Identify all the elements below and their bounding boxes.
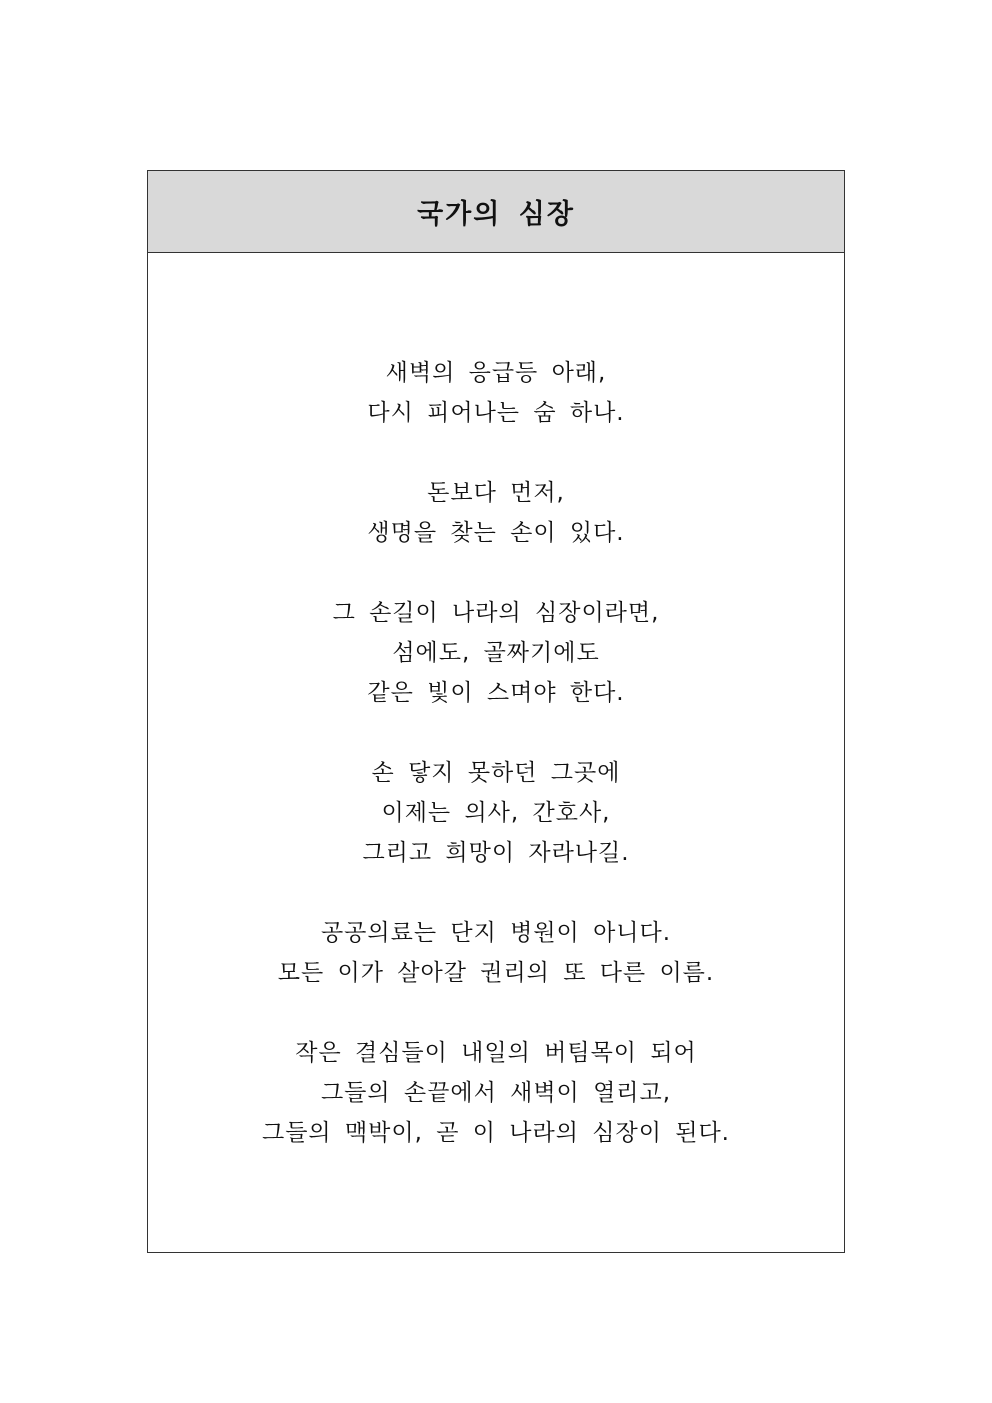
stanza [148, 593, 844, 713]
poem-line: 새벽의 응급등 아래, [385, 360, 607, 386]
poem-line: 이제는 의사, 간호사, [381, 800, 611, 826]
poem-line: 그 손길이 나라의 심장이라면, [332, 600, 660, 626]
poem-line: 작은 결심들이 내일의 버팀목이 되어 [295, 1040, 697, 1066]
stanza [148, 353, 844, 433]
poem-line: 그들의 손끝에서 새벽이 열리고, [320, 1080, 672, 1106]
poem-line: 섬에도, 골짜기에도 [392, 640, 600, 666]
poem-line: 그들의 맥박이, 곧 이 나라의 심장이 된다. [262, 1120, 730, 1146]
poem-line: 모든 이가 살아갈 권리의 또 다른 이름. [277, 960, 715, 986]
poem-line: 공공의료는 단지 병원이 아니다. [320, 920, 672, 946]
poem-line: 돈보다 먼저, [427, 480, 565, 506]
stanza [148, 753, 844, 873]
stanza [148, 473, 844, 553]
title-bar [148, 171, 844, 253]
poem-line: 생명을 찾는 손이 있다. [367, 520, 625, 546]
poem-frame [147, 170, 845, 1253]
stanza [148, 1033, 844, 1153]
poem-line: 같은 빛이 스며야 한다. [367, 680, 625, 706]
poem-line: 손 닿지 못하던 그곳에 [371, 760, 621, 786]
poem-line: 그리고 희망이 자라나길. [362, 840, 630, 866]
poem-line: 다시 피어나는 숨 하나. [367, 400, 625, 426]
stanza [148, 913, 844, 993]
poem-title: 국가의 심장 [417, 199, 575, 230]
poem-body [148, 353, 844, 1193]
